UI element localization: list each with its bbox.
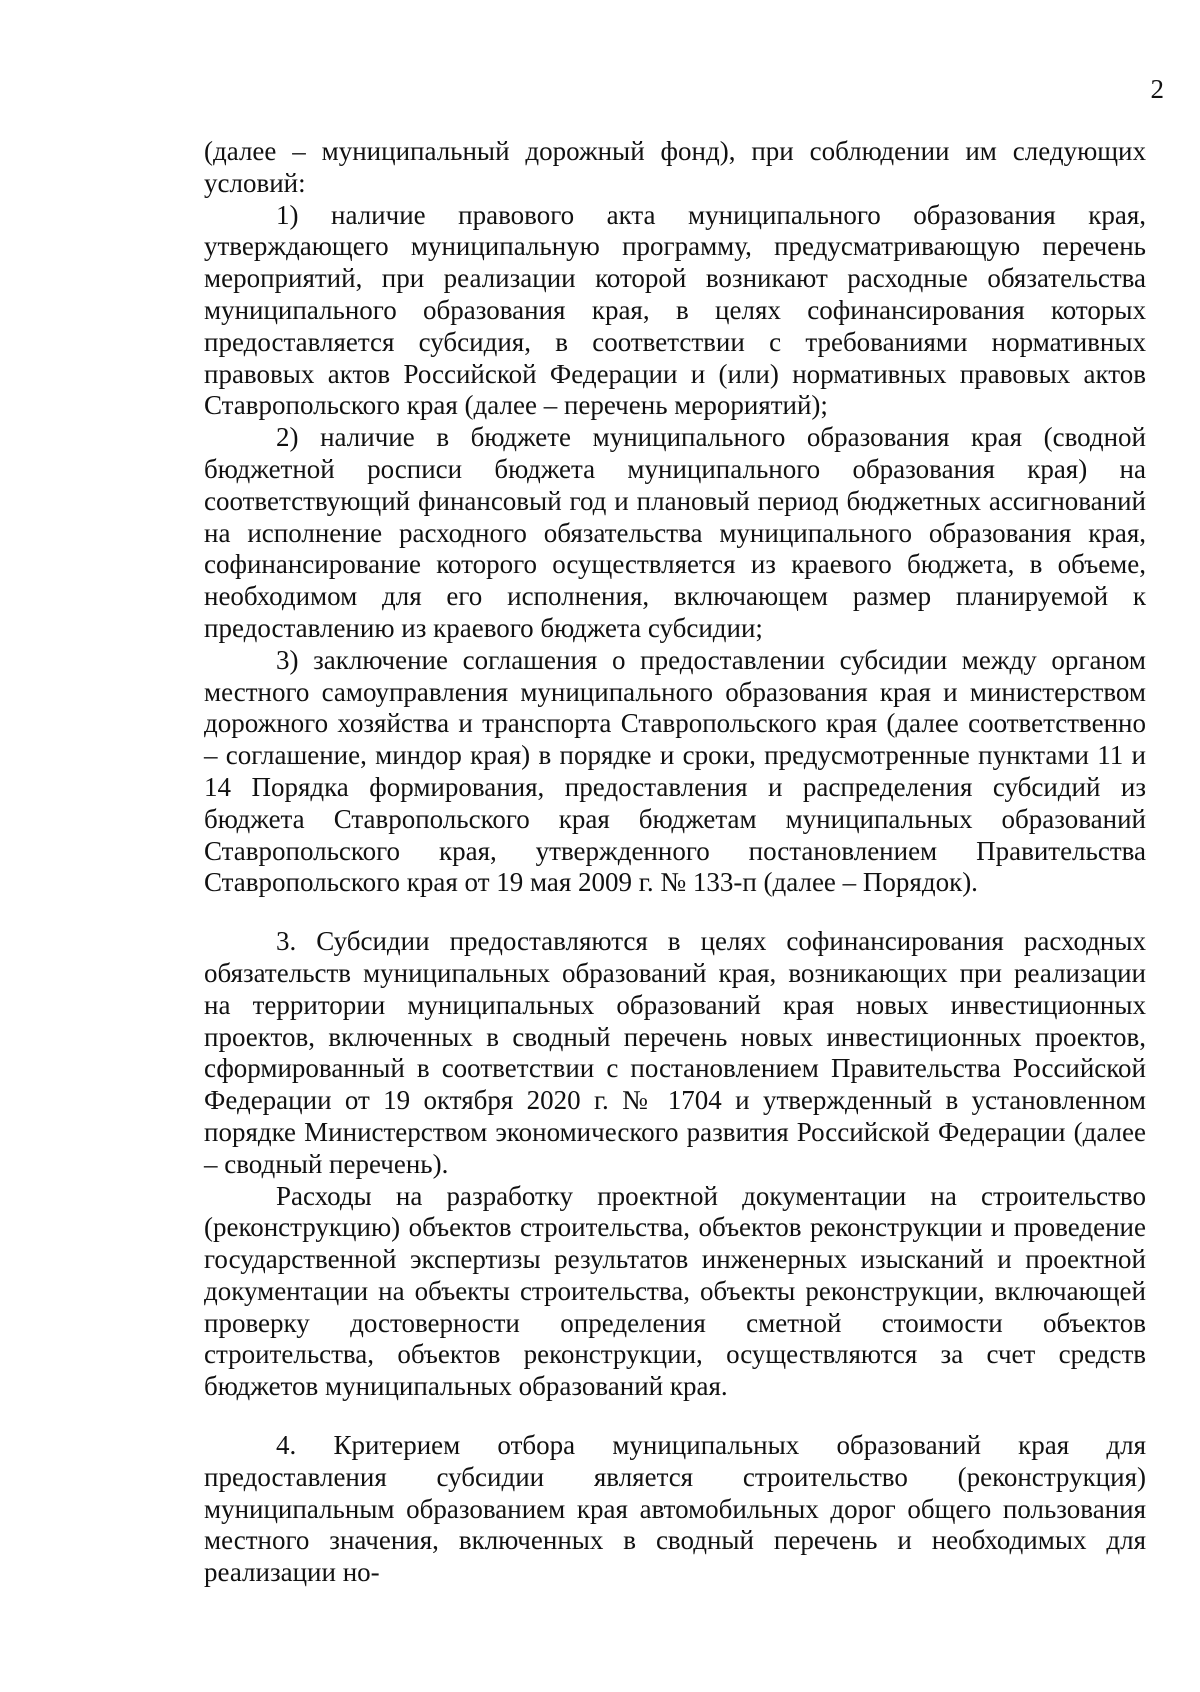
paragraph-expenses: Расходы на разработку проектной документации на строительство (реконструкцию) объектов строительства, объектов реконструкции и проведение государственной экспертизы результатов инженерных изысканий и проектной документации на объекты строительства, объекты реконструкции, включающей проверку достоверности определения сметной стоимости объектов строительства, объектов реконструкции, осуществляются за счет средств бюджетов муниципальных образований края. xyxy=(204,1180,1146,1402)
document-body xyxy=(204,136,1146,1589)
paragraph-section-3: 3. Субсидии предоставляются в целях софинансирования расходных обязательств муниципальных образований края, возникающих при реализации на территории муниципальных образований края новых инвестиционных проектов, включенных в сводный перечень новых инвестиционных проектов, сформированный в соответствии с постановлением Правительства Российской Федерации от 19 октября 2020 г. № 1704 и утвержденный в установленном порядке Министерством экономического развития Российской Федерации (далее – сводный перечень). xyxy=(204,926,1146,1179)
paragraph-condition-2: 2) наличие в бюджете муниципального образования края (сводной бюджетной росписи бюджета муниципального образования края) на соответствующий финансовый год и плановый период бюджетных ассигнований на исполнение расходного обязательства муниципального образования края, софинансирование которого осуществляется из краевого бюджета, в объеме, необходимом для его исполнения, включающем размер планируемой к предоставлению из краевого бюджета субсидии; xyxy=(204,422,1146,643)
paragraph-condition-3: 3) заключение соглашения о предоставлении субсидии между органом местного самоуправления муниципального образования края и министерством дорожного хозяйства и транспорта Ставропольского края (далее соответственно – соглашение, миндор края) в порядке и сроки, предусмотренные пунктами 11 и 14 Порядка формирования, предоставления и распределения субсидий из бюджета Ставропольского края бюджетам муниципальных образований Ставропольского края, утвержденного постановлением Правительства Ставропольского края от 19 мая 2009 г. № 133-п (далее – Порядок). xyxy=(204,644,1146,898)
paragraph-condition-1: 1) наличие правового акта муниципального образования края, утверждающего муниципальную программу, предусматривающую перечень мероприятий, при реализации которой возникают расходные обязательства муниципального образования края, в целях софинансирования которых предоставляется субсидия, в соответствии с требованиями нормативных правовых актов Российской Федерации и (или) нормативных правовых актов Ставропольского края (далее – перечень мерориятий); xyxy=(204,199,1146,421)
paragraph-section-4: 4. Критерием отбора муниципальных образований края для предоставления субсидии является строительство (реконструкция) муниципальным образованием края автомобильных дорог общего пользования местного значения, включенных в сводный перечень и необходимых для реализации но- xyxy=(204,1430,1146,1588)
page-number: 2 xyxy=(1150,74,1164,104)
paragraph-intro: (далее – муниципальный дорожный фонд), при соблюдении им следующих условий: xyxy=(204,136,1146,198)
